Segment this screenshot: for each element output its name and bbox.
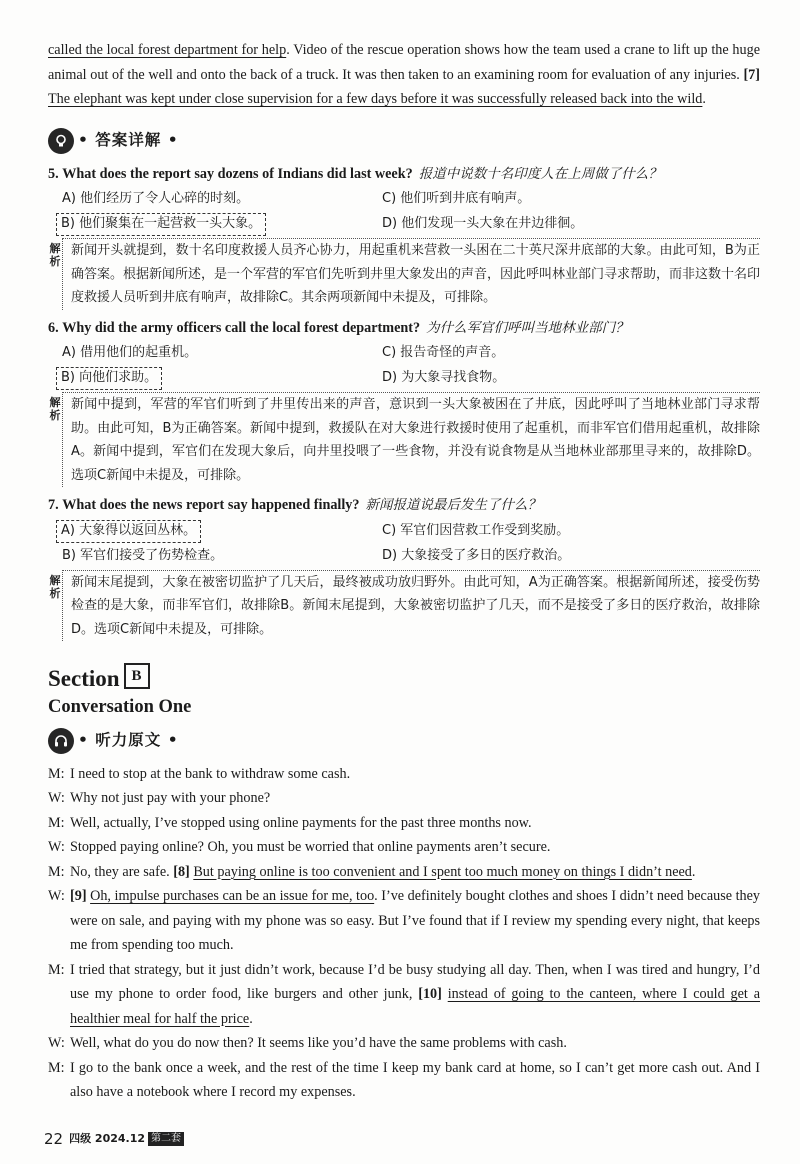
question-6 (48, 316, 760, 488)
page-footer (44, 1127, 184, 1152)
dialog (48, 762, 760, 1105)
question-text-cn: 为什么军官们呼叫当地林业部门？ (426, 319, 629, 336)
option-d: D) 为大象寻找食物。 (382, 370, 506, 385)
question-7 (48, 493, 760, 641)
intro-underlined-2: The elephant was kept under close supervision for a few days before it was successfully released back into the wild (48, 91, 703, 107)
option-c: C) 军官们因营救工作受到奖励。 (382, 522, 570, 538)
question-marker-7: [7] (743, 66, 760, 83)
speaker: M: (48, 863, 65, 880)
speaker: W: (48, 888, 65, 904)
intro-paragraph (48, 38, 760, 112)
speaker: W: (48, 839, 65, 855)
intro-underlined-1: called the local forest department for help (48, 42, 287, 58)
utterance: I go to the bank once a week, and the rest of the time I keep my bank card at home, so I can’t get more cash out. And I also have a notebook where I record my expenses. (70, 1059, 760, 1100)
utterance-text: I tried that strategy, but it just didn’t work, because I’d be busy studying all day. Then, when I was tired and hungry, I’d use my phone to order food, like burgers and other junk, (70, 961, 760, 1002)
speaker: M: (48, 814, 65, 831)
utterance: Well, what do you do now then? It seems like you’d have the same problems with cash. (70, 1035, 567, 1051)
question-number: 5. (48, 165, 59, 182)
explanation-5 (48, 238, 760, 310)
conversation-title: Conversation One (48, 697, 192, 717)
question-marker-10: [10] (418, 986, 442, 1002)
utterance (70, 884, 760, 958)
speaker: M: (48, 961, 65, 978)
option-d: D) 大象接受了多日的医疗救治。 (382, 547, 571, 563)
option-a-correct: A) 大象得以返回丛林。 (56, 520, 201, 543)
option-b-correct: B) 向他们求助。 (56, 367, 162, 390)
question-text-en: What does the news report say happened finally? (62, 497, 360, 513)
explanation-7 (48, 570, 760, 642)
speaker: W: (48, 1035, 65, 1051)
key-sentence: instead of going to the canteen, where I could get a healthier meal for half the price (70, 986, 760, 1027)
speaker: M: (48, 765, 65, 782)
explanation-6 (48, 392, 760, 487)
question-number: 6. (48, 319, 59, 336)
dialog-line (48, 762, 760, 787)
option-c: C) 报告奇怪的声音。 (382, 345, 505, 360)
answer-header (48, 126, 760, 156)
question-marker-9: [9] (70, 888, 87, 904)
transcript-header-title: • 听力原文 • (78, 731, 179, 750)
explanation-text: 新闻中提到，军营的军官们听到了井里传出来的声音，意识到一头大象被困在了井底，因此呼叫了当地林业部门寻求帮助。由此可知，B为正确答案。新闻中提到，救援队在对大象进行救援时使用了起重机，而非军官们借用起重机，故排除A。新闻中提到，军官们在发现大象后，向井里投喂了一些食物，并没有说食物是从当地林业部那里寻来的，故排除D。选项C新闻中未提及，可排除。 (62, 392, 760, 487)
dialog-line (48, 835, 760, 860)
key-sentence: But paying online is too convenient and I spent too much money on things I didn’t need (193, 863, 692, 880)
question-text-en: What does the report say dozens of Indians did last week? (62, 165, 413, 182)
question-marker-8: [8] (173, 863, 190, 880)
key-sentence: Oh, impulse purchases can be an issue for me, too (90, 888, 375, 904)
dialog-line (48, 860, 760, 885)
speaker: W: (48, 790, 65, 806)
question-text-cn: 报道中说数十名印度人在上周做了什么？ (418, 165, 662, 182)
intro-text: . Video of the rescue operation shows how the team used a crane to lift up the huge animal out of the well and onto the back of a truck. It was then taken to an examining room for evaluation of any injuries. (48, 42, 760, 83)
speaker: M: (48, 1059, 65, 1076)
explanation-label: 解析 (49, 242, 61, 268)
volume-badge: 第二套 (148, 1132, 184, 1146)
section-badge: B (124, 663, 150, 689)
section-title: Section (48, 665, 120, 691)
utterance-text: . I’ve definitely bought clothes and shoes I didn’t need because they were on sale, and paying with my phone was so easy. But I’ve found that if I review my spending every night, that keeps me from spending too much. (70, 888, 761, 953)
explanation-label: 解析 (49, 396, 61, 422)
option-a: A) 借用他们的起重机。 (62, 345, 198, 360)
option-a: A) 他们经历了令人心碎的时刻。 (62, 191, 250, 206)
utterance-end: . (249, 1010, 253, 1027)
utterance (70, 958, 760, 1032)
dialog-line (48, 958, 760, 1032)
dialog-line (48, 786, 760, 811)
utterance: Stopped paying online? Oh, you must be worried that online payments aren’t secure. (70, 839, 551, 855)
option-c: C) 他们听到井底有响声。 (382, 191, 531, 206)
dialog-line (48, 1056, 760, 1105)
dialog-line (48, 1031, 760, 1056)
utterance-end: . (691, 863, 696, 880)
question-text-cn: 新闻报道说最后发生了什么？ (365, 497, 541, 513)
magazine-issue: 四级 2024.12 (69, 1132, 146, 1145)
explanation-label: 解析 (49, 573, 61, 600)
option-d: D) 他们发现一头大象在井边徘徊。 (382, 216, 584, 231)
intro-end: . (702, 91, 706, 107)
explanation-text: 新闻开头就提到，数十名印度救援人员齐心协力，用起重机来营救一头困在二十英尺深井底部的大象。由此可知，B为正确答案。根据新闻所述，是一个军营的军官们先听到井里大象发出的声音，因此呼叫林业部门寻求帮助，而非这数十名印度救援人员听到井底有响声，故排除C。其余两项新闻中未提及，可排除。 (62, 238, 760, 310)
question-text-en: Why did the army officers call the local forest department? (62, 319, 421, 336)
lightbulb-icon (48, 128, 74, 154)
headphones-icon (48, 728, 74, 754)
transcript-header (48, 726, 760, 756)
option-b-correct: B) 他们聚集在一起营救一头大象。 (56, 213, 266, 236)
section-heading (48, 663, 760, 691)
question-number: 7. (48, 497, 59, 513)
answer-header-title: • 答案详解 • (78, 131, 179, 150)
utterance: Why not just pay with your phone? (70, 790, 271, 806)
utterance-text: No, they are safe. (70, 863, 174, 880)
dialog-line (48, 884, 760, 958)
explanation-text: 新闻末尾提到，大象在被密切监护了几天后，最终被成功放归野外。由此可知，A为正确答案。根据新闻所述，接受伤势检查的是大象，而非军官们，故排除B。新闻末尾提到，大象被密切监护了几天，而不是接受了多日的医疗救治，故排除D。选项C新闻中未提及，可排除。 (62, 570, 760, 642)
page-number: 22 (44, 1130, 64, 1148)
option-b: B) 军官们接受了伤势检查。 (62, 547, 224, 563)
utterance: I need to stop at the bank to withdraw some cash. (70, 765, 351, 782)
utterance (70, 860, 760, 885)
question-5 (48, 162, 760, 310)
dialog-line (48, 811, 760, 836)
page-content (48, 38, 760, 1105)
utterance: Well, actually, I’ve stopped using online payments for the past three months now. (70, 814, 532, 831)
